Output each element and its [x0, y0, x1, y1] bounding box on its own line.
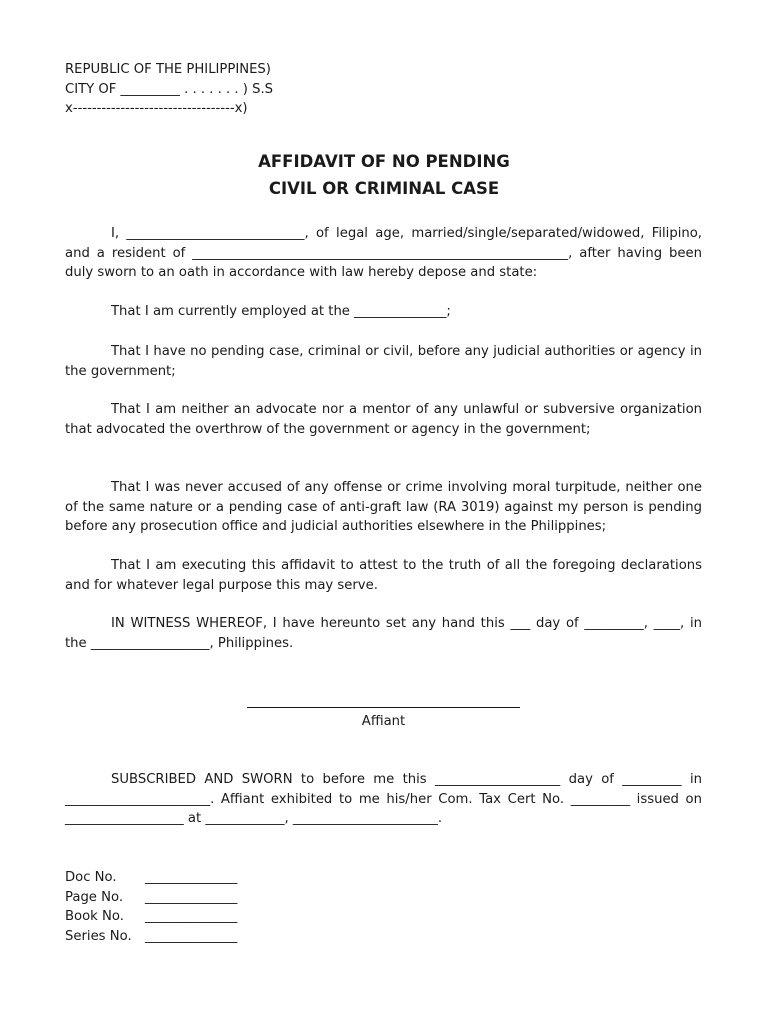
not-advocate-paragraph: That I am neither an advocate nor a mentor of any unlawful or subversive organization that advocated the overthrow of the government or agency in the government;: [65, 402, 702, 437]
doc-no-blank: ______________: [145, 870, 238, 885]
venue-republic: REPUBLIC OF THE PHILIPPINES): [65, 62, 271, 77]
series-no-blank: ______________: [145, 928, 238, 944]
notarial-row-doc: [65, 868, 365, 888]
affiant-signature-line: [247, 707, 520, 708]
book-no-blank: ______________: [145, 909, 238, 924]
notarial-register: [65, 868, 365, 946]
document-title-line2: CIVIL OR CRIMINAL CASE: [268, 179, 500, 198]
jurat-paragraph: SUBSCRIBED AND SWORN to before me this ___________________ day of _________ in ______________________. Affiant exhibited to me his/her Com. Tax Cert No. _________ issued on __________________ at ____________, ______________________.: [65, 772, 702, 826]
in-witness-whereof-paragraph: IN WITNESS WHEREOF, I have hereunto set any hand this ___ day of _________, ____, in the __________________, Philippines.: [65, 616, 702, 651]
venue-separator: x----------------------------------x): [65, 101, 248, 116]
venue-header: [65, 60, 465, 119]
executing-affidavit-paragraph: That I am executing this affidavit to attest to the truth of all the foregoing declarations and for whatever legal purpose this may serve.: [65, 558, 702, 593]
employment-paragraph: That I am currently employed at the ______________;: [111, 304, 451, 319]
document-title-line1: AFFIDAVIT OF NO PENDING: [258, 152, 510, 171]
doc-no-label: Doc No.: [65, 870, 117, 885]
page-no-blank: ______________: [145, 889, 238, 905]
book-no-label: Book No.: [65, 909, 124, 924]
no-pending-case-paragraph: That I have no pending case, criminal or civil, before any judicial authorities or agency in the government;: [65, 344, 702, 379]
affiant-label: Affiant: [361, 714, 406, 729]
notarial-row-book: [65, 907, 365, 927]
intro-paragraph: I, ___________________________, of legal age, married/single/separated/widowed, Filipino, and a resident of _________________________________________________________, after having been duly sworn to an oath in accordance with law hereby depose and state:: [65, 226, 702, 280]
venue-city: CITY OF _________ . . . . . . . ) S.S: [65, 81, 274, 97]
page-no-label: Page No.: [65, 889, 124, 905]
never-accused-paragraph: That I was never accused of any offense or crime involving moral turpitude, neither one of the same nature or a pending case of anti-graft law (RA 3019) against my person is pending before any prosecution office and judicial authorities elsewhere in the Philippines;: [65, 480, 702, 534]
notarial-row-page: [65, 888, 365, 908]
series-no-label: Series No.: [65, 928, 132, 944]
notarial-row-series: [65, 927, 365, 947]
